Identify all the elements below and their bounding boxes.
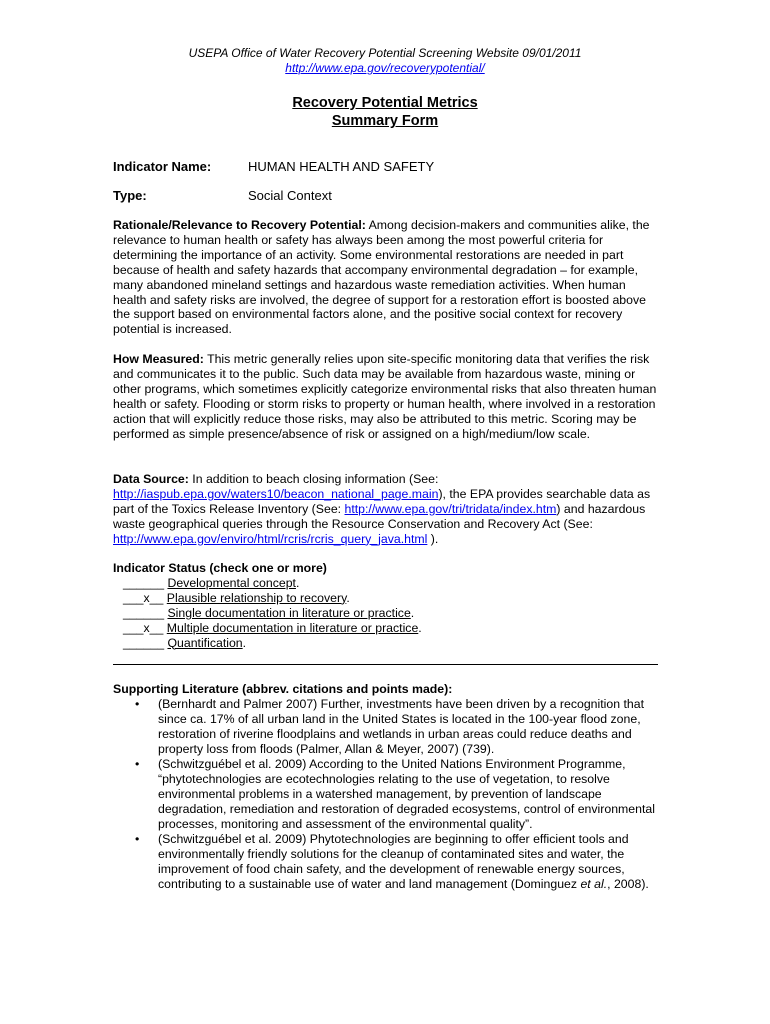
data-source-label: Data Source:	[113, 472, 189, 486]
bullet-icon: •	[135, 696, 140, 711]
rationale-paragraph	[113, 218, 661, 337]
status-end: .	[242, 635, 247, 650]
indicator-type-value: Social Context	[248, 188, 332, 203]
header-url	[0, 61, 770, 75]
bullet-icon: •	[135, 757, 140, 772]
indicator-type-label: Type:	[113, 188, 147, 203]
status-end: .	[418, 620, 422, 635]
status-end: .	[346, 590, 350, 605]
status-mark[interactable]: ______	[123, 635, 168, 650]
literature-item	[113, 757, 661, 832]
status-mark[interactable]: ______	[123, 605, 168, 620]
data-source-text-4: ).	[427, 531, 439, 546]
rationale-text: Among decision-makers and communities alike, the relevance to human health or safety has always been among the most powerful criteria for determining the importance of an activity. Some environmental restorations are needed in part because of health and safety hazards that accompany environmental degradation – for example, many abandoned mineland settings and hazardous waste remediation activities. When human health and safety risks are involved, the degree of support for a restoration effort is boosted above the support based on environmental factors alone, and the positive social context for recovery potential is increased.	[113, 218, 650, 337]
how-measured-label: How Measured:	[113, 352, 204, 366]
status-text: Multiple documentation in literature or practice	[166, 620, 419, 635]
status-mark[interactable]: ___x__	[123, 620, 167, 635]
literature-text: (Schwitzguébel et al. 2009) According to the United Nations Environment Programme, “phytotechnologies are ecotechnologies relating to the use of vegetation, to resolve environmental problems in a watershed management, by prevention of landscape degradation, remediation and restoration of degraded ecosystems, control of environmental processes, monitoring and assessment of the environmental quality”.	[158, 757, 655, 831]
data-source-text-3: ) and hazardous waste geographical queries through the Resource Conservation and Recovery Act (See:	[113, 501, 646, 531]
indicator-status-label: Indicator Status (check one or more)	[113, 561, 327, 575]
literature-text: (Bernhardt and Palmer 2007) Further, investments have been driven by a recognition that since ca. 17% of all urban land in the United States is located in the 100-year flood zone, restoration of riverine floodplains and wetlands in urban areas could reduce deaths and property loss from floods (Palmer, Allan & Meyer, 2007) (739).	[158, 696, 645, 756]
indicator-name-value: HUMAN HEALTH AND SAFETY	[248, 159, 435, 174]
literature-list	[113, 697, 661, 892]
bullet-icon: •	[135, 832, 140, 847]
literature-item	[113, 832, 661, 892]
supporting-literature-label: Supporting Literature (abbrev. citations and points made):	[113, 682, 453, 696]
how-measured-paragraph	[113, 352, 661, 441]
indicator-status-section	[113, 561, 661, 650]
status-mark[interactable]: ______	[123, 575, 168, 590]
indicator-type-row	[113, 188, 332, 203]
literature-text-after: , 2008).	[607, 876, 649, 891]
status-item	[113, 621, 661, 636]
rationale-label: Rationale/Relevance to Recovery Potential:	[113, 218, 366, 232]
status-item	[113, 576, 661, 591]
header-line: USEPA Office of Water Recovery Potential Screening Website 09/01/2011	[188, 46, 582, 60]
indicator-name-label: Indicator Name:	[113, 159, 212, 174]
rcris-link[interactable]: http://www.epa.gov/enviro/html/rcris/rcris_query_java.html	[113, 531, 428, 546]
page-title: Recovery Potential Metrics	[292, 95, 478, 111]
status-text: Plausible relationship to recovery	[166, 590, 347, 605]
data-source-text-1: In addition to beach closing information (See:	[188, 472, 439, 486]
data-source-paragraph	[113, 472, 661, 547]
status-item	[113, 606, 661, 621]
status-item	[113, 591, 661, 606]
literature-italic: et al.	[580, 876, 608, 891]
status-text: Quantification	[167, 635, 243, 650]
status-end: .	[410, 605, 415, 620]
literature-item	[113, 697, 661, 757]
status-end: .	[295, 575, 300, 590]
how-measured-text: This metric generally relies upon site-specific monitoring data that verifies the risk and communicates it to the public. Such data may be available from hazardous waste, mining or other programs, which sometimes explicitly categorize environmental risks that also threaten human health or safety. Flooding or storm risks to property or human health, where involved in a restoration action that will explicitly reduce those risks, may also be attributed to this metric. Scoring may be performed as simple presence/absence of risk or assigned on a high/medium/low scale.	[113, 352, 657, 441]
data-source-text-2: ), the EPA provides searchable data as part of the Toxics Release Inventory (See:	[113, 486, 651, 516]
section-divider	[113, 664, 658, 665]
header-url-link[interactable]: http://www.epa.gov/recoverypotential/	[285, 61, 485, 75]
indicator-name-row	[113, 159, 434, 174]
tri-link[interactable]: http://www.epa.gov/tri/tridata/index.htm	[344, 501, 557, 516]
status-mark[interactable]: ___x__	[123, 590, 167, 605]
beacon-link[interactable]: http://iaspub.epa.gov/waters10/beacon_national_page.main	[113, 486, 439, 501]
status-text: Developmental concept	[167, 575, 296, 590]
status-item	[113, 636, 661, 651]
literature-text: (Schwitzguébel et al. 2009) Phytotechnologies are beginning to offer efficient tools and environmentally friendly solutions for the cleanup of contaminated sites and water, the improvement of food chain safety, and the development of renewable energy sources, contributing to a sustainable use of water and land management (Dominguez	[158, 832, 629, 891]
supporting-literature-section	[113, 682, 661, 892]
page-subtitle: Summary Form	[331, 113, 439, 129]
status-text: Single documentation in literature or practice	[167, 605, 411, 620]
